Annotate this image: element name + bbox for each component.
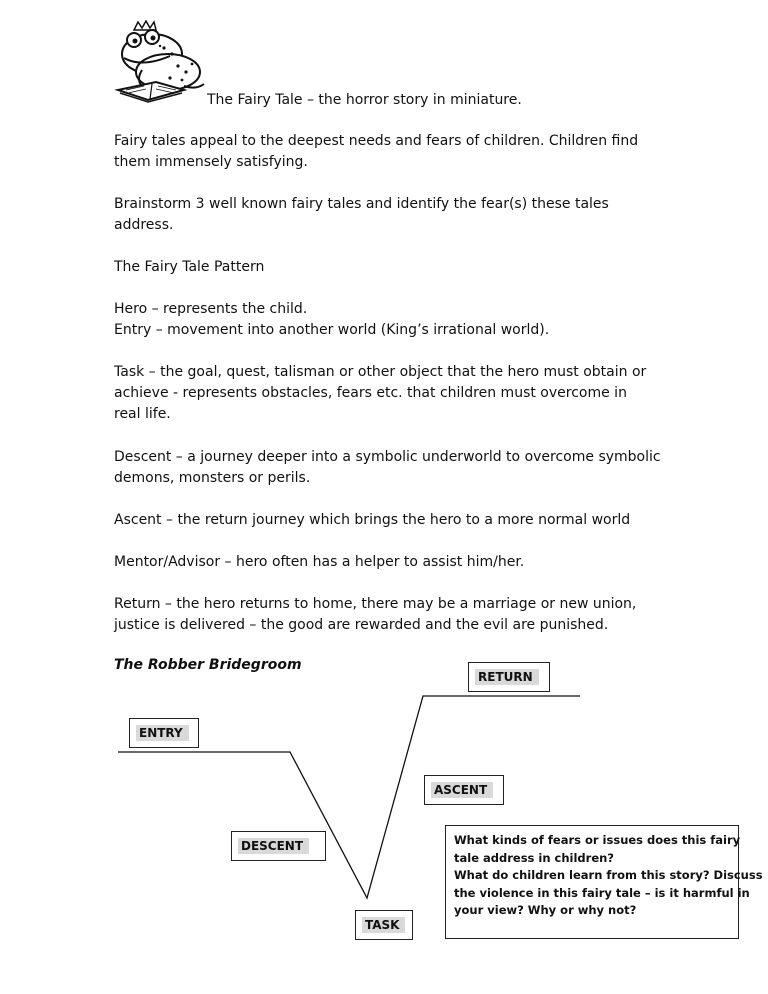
brainstorm-line-2: address. bbox=[114, 217, 174, 233]
return-definition-line-2: justice is delivered – the good are rewarded and the evil are punished. bbox=[114, 617, 609, 633]
entry-definition: Entry – movement into another world (King’s irrational world). bbox=[114, 322, 550, 338]
question-line: What kinds of fears or issues does this fairy bbox=[454, 833, 741, 847]
return-definition-line-1: Return – the hero returns to home, there may be a marriage or new union, bbox=[114, 596, 637, 612]
question-line: tale address in children? bbox=[454, 850, 614, 865]
task-label: TASK bbox=[362, 917, 405, 933]
journey-path-diagram bbox=[0, 640, 768, 994]
descent-label-box bbox=[231, 831, 326, 861]
ascent-definition: Ascent – the return journey which brings the hero to a more normal world bbox=[114, 512, 631, 528]
hero-definition: Hero – represents the child. bbox=[114, 301, 308, 317]
descent-label: DESCENT bbox=[238, 838, 309, 854]
entry-label-box bbox=[129, 718, 199, 748]
return-label: RETURN bbox=[475, 669, 539, 685]
brainstorm-line-1: Brainstorm 3 well known fairy tales and identify the fear(s) these tales bbox=[114, 196, 609, 212]
question-line: the violence in this fairy tale – is it harmful in bbox=[454, 885, 750, 900]
intro-line-2: them immensely satisfying. bbox=[114, 154, 308, 170]
frog-prince-reading-icon bbox=[112, 20, 208, 104]
mentor-definition: Mentor/Advisor – hero often has a helper to assist him/her. bbox=[114, 554, 525, 570]
entry-label: ENTRY bbox=[136, 725, 189, 741]
task-definition-line-1: Task – the goal, quest, talisman or other object that the hero must obtain or bbox=[114, 364, 647, 380]
intro-line-1: Fairy tales appeal to the deepest needs and fears of children. Children find bbox=[114, 133, 639, 149]
return-label-box bbox=[468, 662, 550, 692]
task-label-box bbox=[355, 910, 413, 940]
task-definition-line-3: real life. bbox=[114, 406, 171, 422]
page-title: The Fairy Tale – the horror story in miniature. bbox=[207, 92, 522, 108]
descent-definition-line-1: Descent – a journey deeper into a symbolic underworld to overcome symbolic bbox=[114, 449, 661, 465]
question-line: What do children learn from this story? Discuss bbox=[454, 868, 763, 882]
task-definition-line-2: achieve - represents obstacles, fears etc. that children must overcome in bbox=[114, 385, 627, 401]
question-line: your view? Why or why not? bbox=[454, 903, 637, 917]
pattern-heading: The Fairy Tale Pattern bbox=[114, 259, 265, 275]
descent-definition-line-2: demons, monsters or perils. bbox=[114, 470, 311, 486]
discussion-questions-box bbox=[445, 825, 763, 939]
ascent-label-box bbox=[424, 775, 504, 805]
story-subtitle: The Robber Bridegroom bbox=[114, 657, 302, 673]
ascent-label: ASCENT bbox=[431, 782, 493, 798]
